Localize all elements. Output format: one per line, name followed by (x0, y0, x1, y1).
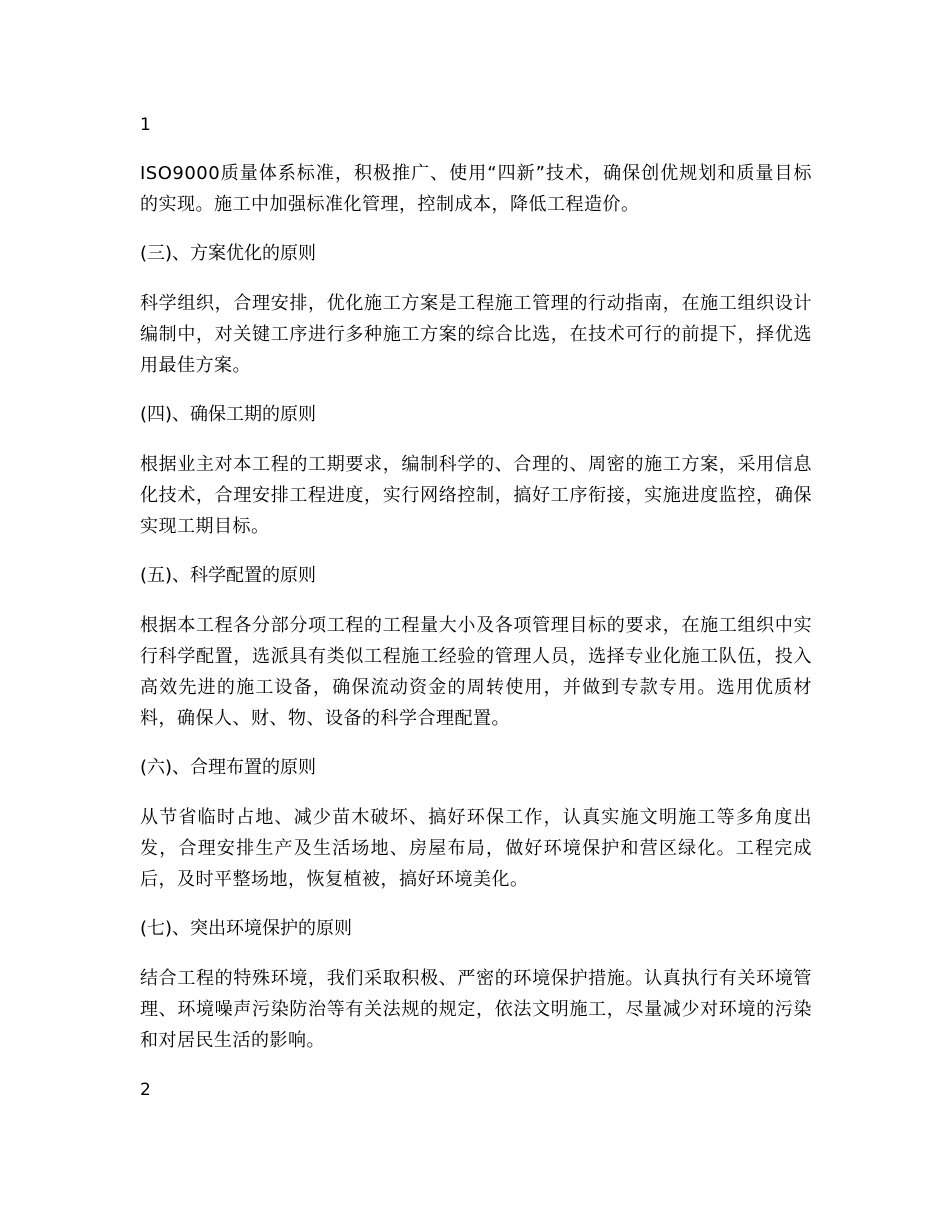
heading-scientific-allocation: (五)、科学配置的原则 (140, 565, 317, 586)
heading-plan-optimization: (三)、方案优化的原则 (140, 243, 317, 264)
heading-rational-layout: (六)、合理布置的原则 (140, 757, 317, 778)
paragraph-scientific-allocation: 根据本工程各分部分项工程的工程量大小及各项管理目标的要求，在施工组织中实行科学配置，选派具有类似工程施工经验的管理人员，选择专业化施工队伍，投入高效先进的施工设备，确保流动资金的周转使用，并做到专款专用。选用优质材料，确保人、财、物、设备的科学合理配置。 (140, 615, 812, 729)
paragraph-rational-layout: 从节省临时占地、减少苗木破坏、搞好环保工作，认真实施文明施工等多角度出发，合理安排生产及生活场地、房屋布局，做好环境保护和营区绿化。工程完成后，及时平整场地，恢复植被，搞好环境美化。 (140, 807, 812, 890)
paragraph-quality-standard: ISO9000质量体系标准，积极推广、使用“四新”技术，确保创优规划和质量目标的实现。施工中加强标准化管理，控制成本，降低工程造价。 (140, 163, 812, 215)
paragraph-environmental-protection: 结合工程的特殊环境，我们采取积极、严密的环境保护措施。认真执行有关环境管理、环境噪声污染防治等有关法规的规定，依法文明施工，尽量减少对环境的污染和对居民生活的影响。 (140, 968, 812, 1051)
document-page (140, 110, 812, 1123)
paragraph-schedule-assurance: 根据业主对本工程的工期要求，编制科学的、合理的、周密的施工方案，采用信息化技术，合理安排工程进度，实行网络控制，搞好工序衔接，实施进度监控，确保实现工期目标。 (140, 454, 812, 537)
page-number-top: 1 (140, 115, 151, 135)
page-number-bottom: 2 (140, 1080, 151, 1100)
heading-environmental-protection: (七)、突出环境保护的原则 (140, 918, 353, 939)
paragraph-plan-optimization: 科学组织，合理安排，优化施工方案是工程施工管理的行动指南，在施工组织设计编制中，对关键工序进行多种施工方案的综合比选，在技术可行的前提下，择优选用最佳方案。 (140, 293, 812, 376)
heading-schedule-assurance: (四)、确保工期的原则 (140, 404, 317, 425)
